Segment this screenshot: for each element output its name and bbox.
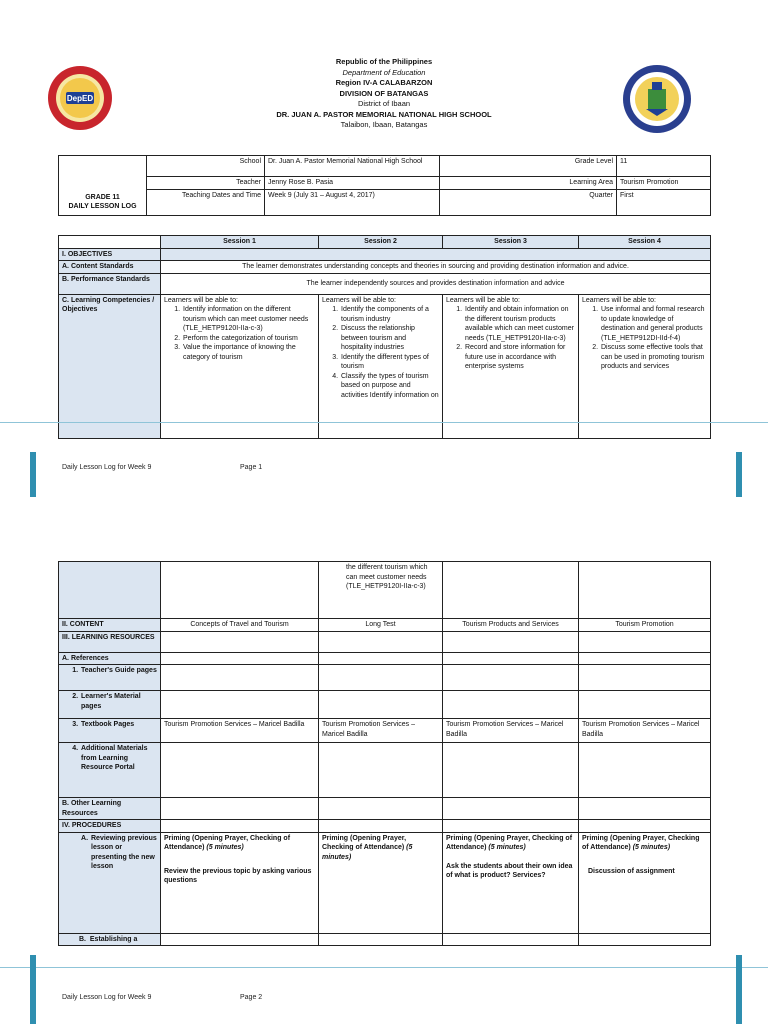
references-s1: [161, 652, 319, 665]
s1-review-text: Review the previous topic by asking various questions: [164, 867, 312, 884]
textbook-s2: Tourism Promotion Services – Maricel Badilla: [319, 719, 443, 743]
establishing-s2: [319, 933, 443, 946]
reviewing-s3: [443, 832, 579, 933]
quarter-value: First: [617, 189, 711, 215]
list-item: 2. Record and store information for future use in accordance with enterprise systems: [464, 343, 575, 372]
additional-s1: [161, 743, 319, 798]
teachers-guide-cell: [59, 665, 161, 691]
references-label: A. References: [59, 652, 161, 665]
page-edge-left: [30, 452, 36, 497]
document-header: [0, 57, 768, 131]
reviewing-s2: [319, 832, 443, 933]
learning-area-label: Learning Area: [440, 177, 617, 190]
session-3-header: Session 3: [443, 236, 579, 249]
s2-intro: Learners will be able to:: [322, 296, 396, 304]
s3-competencies-cell: [443, 294, 579, 438]
establishing-s4: [579, 933, 711, 946]
priming-text: Priming (Opening Prayer, Checking of Attendance): [446, 834, 573, 851]
s1-intro: Learners will be able to:: [164, 296, 238, 304]
priming-time: (5 minutes): [322, 844, 413, 861]
additional-s2: [319, 743, 443, 798]
competencies-label: C. Learning Competencies / Objectives: [59, 294, 161, 438]
list-item: 2. Perform the categorization of tourism: [182, 334, 315, 344]
priming-text: Priming (Opening Prayer, Checking of Attendance): [164, 834, 291, 851]
priming-text: Priming (Opening Prayer, Checking of Attendance): [322, 834, 407, 851]
cont-s1-cell: [161, 562, 319, 619]
textbook-s3: Tourism Promotion Services – Maricel Badilla: [443, 719, 579, 743]
list-item: 1. Identify and obtain information on the different tourism products available which can meet customer needs (TLE_HETP9120I-IIa-c-3): [464, 305, 575, 343]
cont-label-cell: [59, 562, 161, 619]
cont-s3-cell: [443, 562, 579, 619]
objectives-title-fill: [161, 248, 711, 261]
district-text: District of Ibaan: [357, 99, 411, 108]
school-name-text: DR. JUAN A. PASTOR MEMORIAL NATIONAL HIGH SCHOOL: [276, 109, 492, 119]
footer-left-2: Daily Lesson Log for Week 9: [62, 994, 152, 1001]
objectives-table: [58, 235, 711, 439]
school-label: School: [147, 156, 265, 177]
page-edge-right: [736, 452, 742, 497]
content-s1: Concepts of Travel and Tourism: [161, 619, 319, 632]
teachers-guide-s2: [319, 665, 443, 691]
establishing-s1: [161, 933, 319, 946]
document-page-1: [0, 0, 768, 422]
resources-s4: [579, 631, 711, 652]
performance-standards-text: The learner independently sources and provides destination information and advice: [161, 273, 711, 294]
procedures-title: IV. PROCEDURES: [59, 820, 161, 833]
procedures-s4: [579, 820, 711, 833]
svg-text:DepED: DepED: [66, 94, 94, 103]
lesson-table-continued: [58, 561, 711, 946]
textbook-s4: Tourism Promotion Services – Maricel Badilla: [579, 719, 711, 743]
cont-s4-cell: [579, 562, 711, 619]
additional-label: 4. Additional Materials from Learning Resource Portal: [80, 744, 157, 773]
s4-competencies-list: [582, 305, 707, 372]
cont-s2-cell: [319, 562, 443, 619]
teachers-guide-s4: [579, 665, 711, 691]
learners-material-s1: [161, 691, 319, 719]
footer-page-2: Page 2: [240, 994, 263, 1001]
list-item: 1. Use informal and formal research to update knowledge of destination and general products (TLE_HETP912DI-IId-f-4): [600, 305, 707, 343]
country-text: Republic of the Philippines: [335, 57, 433, 66]
teachers-guide-label: 1. Teacher's Guide pages: [80, 666, 157, 676]
content-s4: Tourism Promotion: [579, 619, 711, 632]
session-2-header: Session 2: [319, 236, 443, 249]
other-resources-s4: [579, 798, 711, 820]
dates-value: Week 9 (July 31 – August 4, 2017): [265, 189, 440, 215]
content-standards-text: The learner demonstrates understanding concepts and theories in sourcing and providing destination information and advice.: [161, 261, 711, 274]
school-value: Dr. Juan A. Pastor Memorial National High School: [265, 156, 440, 177]
teachers-guide-s3: [443, 665, 579, 691]
additional-cell: [59, 743, 161, 798]
learners-material-s2: [319, 691, 443, 719]
cont-s2-text: the different tourism which can meet customer needs (TLE_HETP9120I-IIa-c-3): [346, 564, 428, 590]
region-text: Region IV-A CALABARZON: [335, 78, 433, 87]
priming-time: (5 minutes): [206, 844, 244, 851]
list-item: 3. Value the importance of knowing the category of tourism: [182, 343, 315, 362]
additional-s3: [443, 743, 579, 798]
textbook-s1: Tourism Promotion Services – Maricel Badilla: [161, 719, 319, 743]
establishing-label: B. Establishing a: [59, 933, 161, 946]
grade-title-cell: [59, 156, 147, 216]
page-separator: [0, 967, 768, 968]
resources-title: III. LEARNING RESOURCES: [59, 631, 161, 652]
content-s3: Tourism Products and Services: [443, 619, 579, 632]
references-s2: [319, 652, 443, 665]
objectives-title: I. OBJECTIVES: [59, 248, 161, 261]
page-edge-left: [30, 955, 36, 1024]
s4-competencies-cell: [579, 294, 711, 438]
other-resources-label: B. Other Learning Resources: [59, 798, 161, 820]
grade-level-value: 11: [617, 156, 711, 177]
other-resources-s3: [443, 798, 579, 820]
reviewing-s4: [579, 832, 711, 933]
resources-s2: [319, 631, 443, 652]
s2-competencies-list: [322, 305, 439, 400]
grade-title: GRADE 11: [85, 193, 120, 201]
textbook-cell: [59, 719, 161, 743]
division-text: DIVISION OF BATANGAS: [339, 88, 429, 98]
footer-left-1: Daily Lesson Log for Week 9: [62, 464, 152, 471]
learners-material-cell: [59, 691, 161, 719]
textbook-label: 3. Textbook Pages: [80, 720, 157, 730]
priming-text: Priming (Opening Prayer, Checking of Attendance): [582, 834, 700, 851]
priming-time: (5 minutes): [488, 844, 526, 851]
list-item: 2. Discuss some effective tools that can be used in promoting tourism products and services: [600, 343, 707, 372]
department-text: Department of Education: [342, 67, 426, 77]
procedures-s2: [319, 820, 443, 833]
list-item: 3. Identify the different types of tourism: [340, 353, 439, 372]
priming-time: (5 minutes): [632, 844, 671, 851]
procedures-s1: [161, 820, 319, 833]
establishing-s3: [443, 933, 579, 946]
establishing-text: Establishing a: [89, 935, 138, 943]
blank-header-cell: [59, 236, 161, 249]
footer-page-1: Page 1: [240, 464, 263, 471]
additional-s4: [579, 743, 711, 798]
list-item: 1. Identify information on the different tourism which can meet customer needs (TLE_HETP9120I-IIa-c-3): [182, 305, 315, 334]
references-s4: [579, 652, 711, 665]
address-text: Talaibon, Ibaan, Batangas: [340, 120, 428, 129]
list-item: 2. Discuss the relationship between tourism and hospitality industries: [340, 324, 439, 353]
s2-competencies-cell: [319, 294, 443, 438]
other-resources-s2: [319, 798, 443, 820]
s3-intro: Learners will be able to:: [446, 296, 520, 304]
teacher-value: Jenny Rose B. Pasia: [265, 177, 440, 190]
performance-standards-label: B. Performance Standards: [59, 273, 161, 294]
dates-label: Teaching Dates and Time: [147, 189, 265, 215]
reviewing-s1: [161, 832, 319, 933]
grade-level-label: Grade Level: [440, 156, 617, 177]
s3-competencies-list: [446, 305, 575, 372]
resources-s1: [161, 631, 319, 652]
document-page-2: [0, 497, 768, 967]
info-table: [58, 155, 711, 216]
s1-competencies-cell: [161, 294, 319, 438]
content-standards-label: A. Content Standards: [59, 261, 161, 274]
resources-s3: [443, 631, 579, 652]
learning-area-value: Tourism Promotion: [617, 177, 711, 190]
s4-discussion-text: Discussion of assignment: [588, 867, 675, 875]
learners-material-s4: [579, 691, 711, 719]
page-edge-right: [736, 955, 742, 1024]
list-item: 1. Identify the components of a tourism industry: [340, 305, 439, 324]
teachers-guide-s1: [161, 665, 319, 691]
s3-ask-text: Ask the students about their own idea of what is product? Services?: [446, 862, 573, 879]
session-4-header: Session 4: [579, 236, 711, 249]
learners-material-s3: [443, 691, 579, 719]
list-item: 4. Classify the types of tourism based on purpose and activities Identify information on: [340, 372, 439, 401]
s4-intro: Learners will be able to:: [582, 296, 656, 304]
other-resources-s1: [161, 798, 319, 820]
content-s2: Long Test: [319, 619, 443, 632]
reviewing-label: A. Reviewing previous lesson or presenting the new lesson: [90, 834, 157, 872]
content-title: II. CONTENT: [59, 619, 161, 632]
log-title: DAILY LESSON LOG: [68, 203, 137, 210]
page-separator: [0, 422, 768, 423]
references-s3: [443, 652, 579, 665]
s1-competencies-list: [164, 305, 315, 362]
reviewing-cell: [59, 832, 161, 933]
session-1-header: Session 1: [161, 236, 319, 249]
procedures-s3: [443, 820, 579, 833]
teacher-label: Teacher: [147, 177, 265, 190]
quarter-label: Quarter: [440, 189, 617, 215]
learners-material-label: 2. Learner's Material pages: [80, 692, 157, 711]
